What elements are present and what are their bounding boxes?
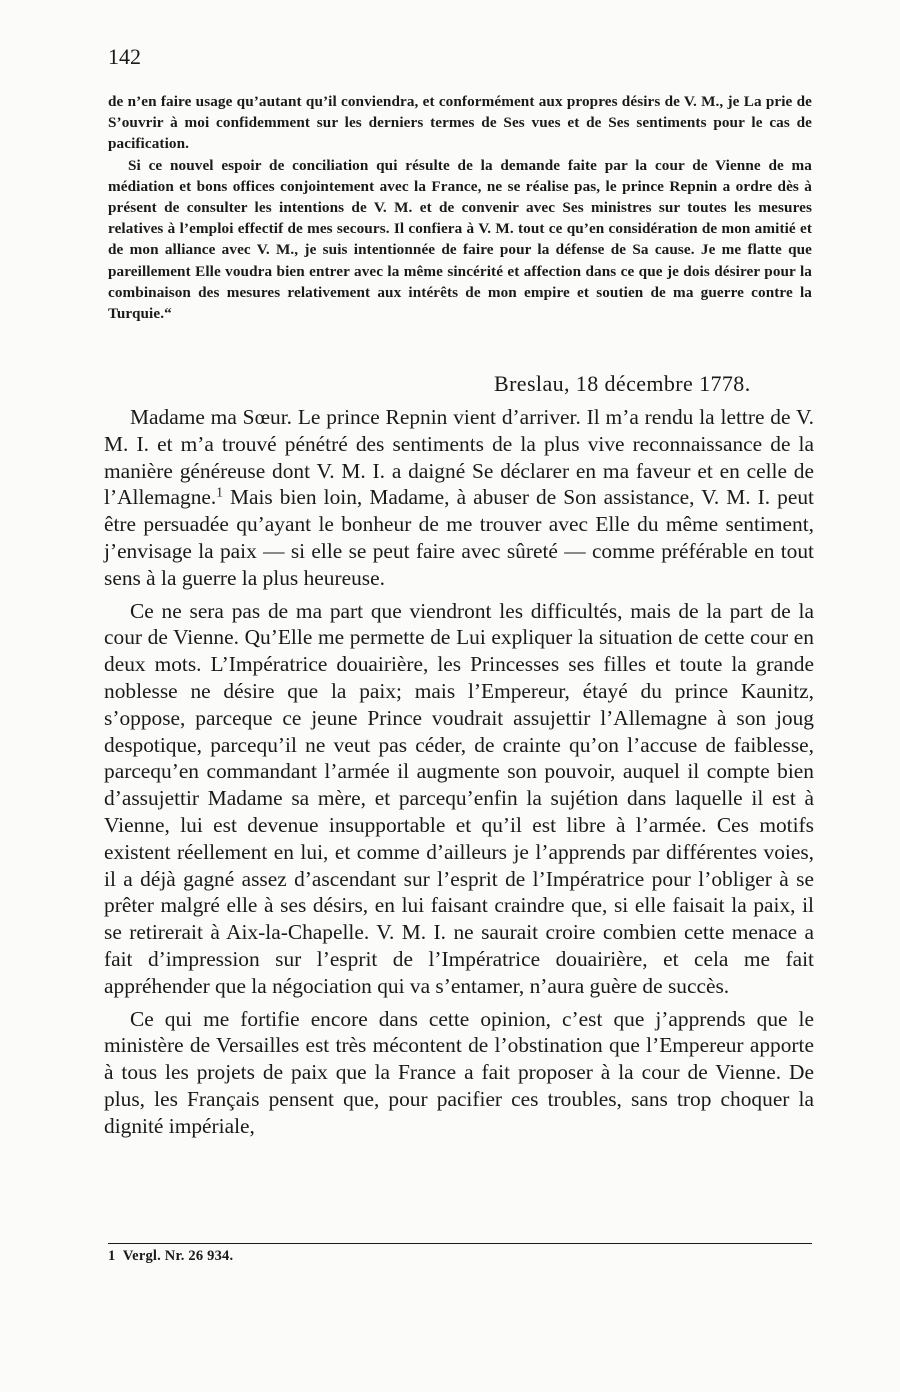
footnote-text: Vergl. Nr. 26 934. (122, 1248, 234, 1264)
letter-body (104, 404, 814, 1140)
footnote-marker: 1 (108, 1248, 116, 1264)
paragraph: de n’en faire usage qu’autant qu’il conviendra, et conformément aux propres désirs de V. M., je La prie de S’ouvrir à moi confidemment sur les derniers termes de Ses vues et de Ses sentiments pour le cas de pacification. (108, 93, 812, 153)
letter-paragraph: Ce ne sera pas de ma part que viendront les difficultés, mais de la part de la cour de Vienne. Qu’Elle me permette de Lui expliquer la situation de cette cour en deux mots. L’Impératrice douairière, les Princesses ses filles et toute la grande noblesse ne désire que la paix; mais l’Empereur, étayé du prince Kaunitz, s’oppose, parceque ce jeune Prince voudrait assujettir l’Allemagne à son joug despotique, parcequ’il ne veut pas céder, de crainte qu’on l’accuse de faiblesse, parcequ’en commandant l’armée il augmente son pouvoir, auquel il compte bien d’assujettir Madame sa mère, et parcequ’enfin la sujétion dans laquelle il est à Vienne, lui est devenue insupportable et qu’il est libre à l’armée. Ces motifs existent réellement en lui, et comme d’ailleurs je l’apprends par différentes voies, il a déjà gagné assez d’ascendant sur l’esprit de l’Impératrice pour l’obliger à se prêter malgré elle à ses désirs, en lui faisant craindre que, si elle faisait la paix, il se retirerait à Aix-la-Chapelle. V. M. I. ne saurait croire combien cette menace a fait d’impression sur l’esprit de l’Impératrice douairière, et cela me fait appréhender que la négociation qui va s’entamer, n’aura guère de succès. (104, 598, 814, 998)
paragraph: Si ce nouvel espoir de conciliation qui résulte de la demande faite par la cour de Vienne de ma médiation et bons offices conjointement avec la France, ne se réalise pas, le prince Repnin a ordre dès à présent de consulter les intentions de V. M. et de convenir avec Ses ministres sur toutes les mesures relatives à l’emploi effectif de mes secours. Il confiera à V. M. tout ce qu’en considération de mon amitié et de mon alliance avec V. M., je suis intentionnée de faire pour la défense de Sa cause. Je me flatte que pareillement Elle voudra bien entrer avec la même sincérité et affection dans ce que je dois désirer pour la combinaison des mesures relativement aux intérêts de mon empire et soutien de ma guerre contre la Turquie.“ (108, 156, 812, 323)
letter-paragraph: Ce qui me fortifie encore dans cette opinion, c’est que j’apprends que le ministère de Versailles est très mécontent de l’obstination que l’Empereur apporte à tous les projets de paix que la France a fait proposer à la cour de Vienne. De plus, les Français pensent que, pour pacifier ces troubles, sans trop choquer la dignité impériale, (104, 1006, 814, 1138)
letter-text: Madame ma Sœur. Le prince Repnin vient d’arriver. Il m’a rendu la lettre de V. M. I. et m’a trouvé pénétré des sentiments de la plus vive reconnaissance de la manière généreuse dont V. M. I. a daigné Se déclarer en ma faveur et en celle de l’Allemagne. (104, 405, 814, 510)
footnote (108, 1248, 233, 1265)
page-number: 142 (108, 44, 141, 69)
footnote-reference[interactable]: 1 (216, 485, 223, 501)
footnote-divider (108, 1243, 812, 1244)
preceding-letter-end (108, 91, 812, 324)
letter-paragraph (104, 404, 814, 592)
letter-text: Mais bien loin, Madame, à abuser de Son assistance, V. M. I. peut être persuadée qu’ayant le bonheur de me trouver avec Elle du même sentiment, j’envisage la paix — si elle se peut faire avec sûreté — comme préférable en tout sens à la guerre la plus heureuse. (104, 485, 814, 590)
letter-dateline: Breslau, 18 décembre 1778. (494, 371, 751, 396)
